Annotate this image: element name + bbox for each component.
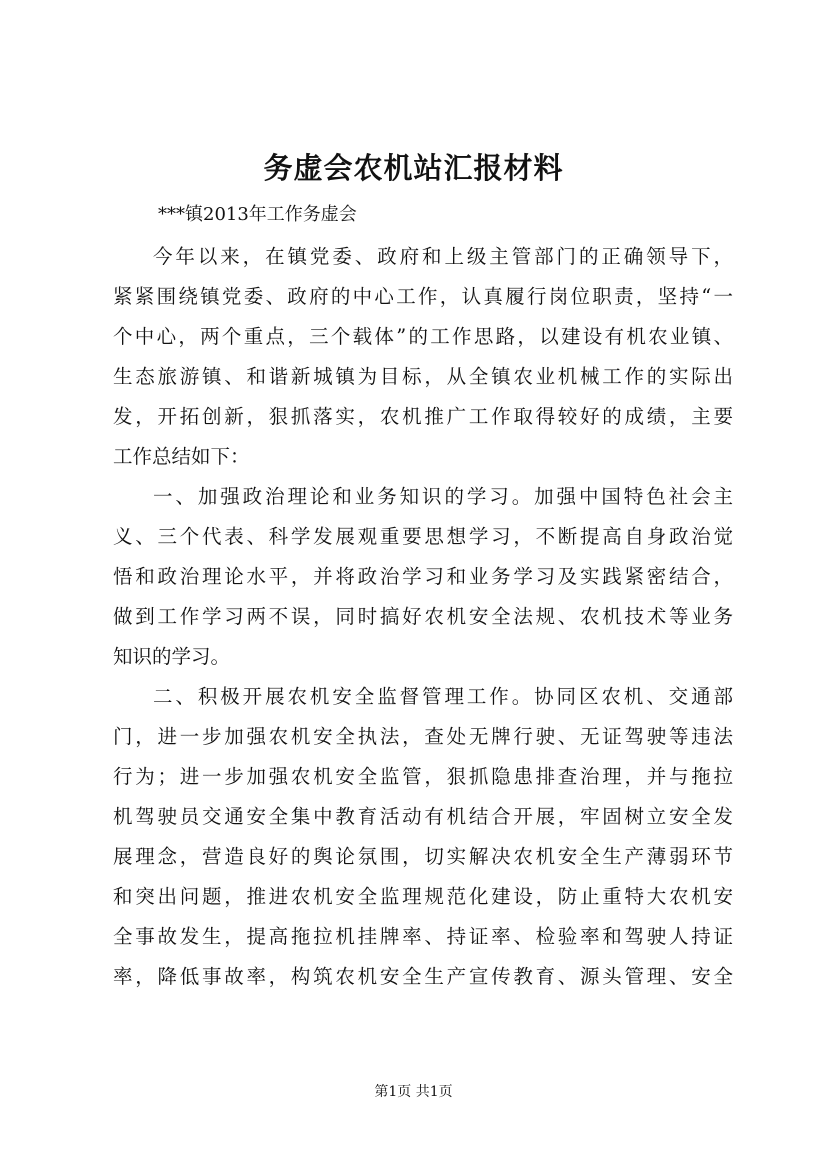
body-line: 机驾驶员交通安全集中教育活动有机结合开展，牢固树立安全发 (113, 805, 733, 828)
body-line: 生态旅游镇、和谐新城镇为目标，从全镇农业机械工作的实际出 (113, 365, 733, 388)
body-line: 做到工作学习两不误，同时搞好农机安全法规、农机技术等业务 (113, 605, 733, 628)
body-line: 率，降低事故率，构筑农机安全生产宣传教育、源头管理、安全 (113, 965, 733, 988)
document-body (113, 237, 733, 997)
body-line: 紧紧围绕镇党委、政府的中心工作，认真履行岗位职责，坚持“一 (113, 285, 733, 308)
body-line: 展理念，营造良好的舆论氛围，切实解决农机安全生产薄弱环节 (113, 845, 733, 868)
body-line: 今年以来，在镇党委、政府和上级主管部门的正确领导下， (153, 245, 733, 268)
body-line: 一、加强政治理论和业务知识的学习。加强中国特色社会主 (153, 485, 733, 508)
body-line: 悟和政治理论水平，并将政治学习和业务学习及实践紧密结合， (113, 565, 733, 588)
body-line: 工作总结如下： (113, 445, 250, 468)
document-title: 务虚会农机站汇报材料 (263, 151, 564, 185)
body-line: 和突出问题，推进农机安全监理规范化建设，防止重特大农机安 (113, 885, 733, 908)
body-line: 全事故发生，提高拖拉机挂牌率、持证率、检验率和驾驶人持证 (113, 925, 733, 948)
body-line: 个中心，两个重点，三个载体”的工作思路，以建设有机农业镇、 (113, 325, 733, 348)
body-line: 二、积极开展农机安全监督管理工作。协同区农机、交通部 (153, 685, 733, 708)
page-number: 第1页 共1页 (374, 1084, 453, 1100)
body-line: 义、三个代表、科学发展观重要思想学习，不断提高自身政治觉 (113, 525, 733, 548)
body-line: 发，开拓创新，狠抓落实，农机推广工作取得较好的成绩，主要 (113, 405, 733, 428)
document-subtitle: ***镇2013年工作务虚会 (158, 204, 357, 225)
body-line: 门，进一步加强农机安全执法，查处无牌行驶、无证驾驶等违法 (113, 725, 733, 748)
body-line: 行为；进一步加强农机安全监管，狠抓隐患排查治理，并与拖拉 (113, 765, 733, 788)
body-line: 知识的学习。 (113, 645, 231, 668)
